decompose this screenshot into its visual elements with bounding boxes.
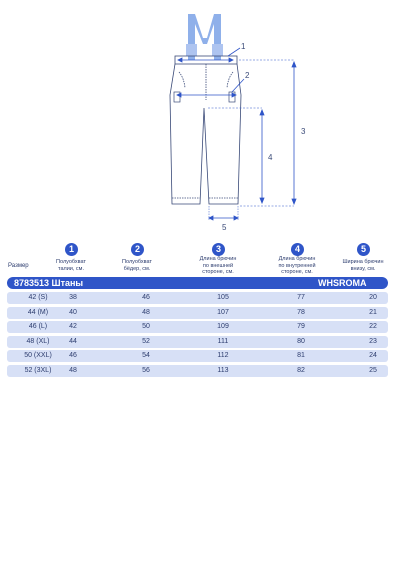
- size-cell: 52 (3XL): [24, 366, 52, 374]
- hips-cell: 46: [142, 294, 150, 301]
- knee-patches: [174, 92, 235, 102]
- col-header-5: Ширина брючин внизу, см.: [342, 259, 384, 272]
- size-cell: 46 (L): [28, 323, 48, 330]
- bottom-width-cell: 25: [369, 366, 377, 374]
- col-badge-3: 3: [212, 243, 225, 256]
- table-row: [0, 335, 400, 350]
- size-table-rows: [0, 291, 400, 378]
- table-row: [0, 364, 400, 379]
- inner-length-cell: 82: [297, 366, 305, 374]
- size-cell: 48 (XL): [26, 337, 50, 345]
- waist-cell: 40: [69, 308, 77, 316]
- measure-2-hips: [177, 79, 244, 97]
- suspenders: [186, 14, 223, 60]
- bottom-width-cell: 22: [369, 323, 377, 330]
- table-row: [0, 291, 400, 306]
- pants-technical-drawing: [0, 0, 400, 240]
- waist-cell: 38: [69, 294, 77, 301]
- product-title: 8783513 Штаны: [14, 278, 84, 288]
- waist-cell: 42: [69, 323, 77, 330]
- col-badge-5: 5: [357, 243, 370, 256]
- outer-length-cell: 105: [217, 294, 229, 301]
- outer-length-cell: 109: [217, 323, 229, 330]
- bottom-width-cell: 23: [369, 337, 377, 345]
- col-header-1: Полуобхват талии, см.: [56, 259, 86, 272]
- label-2: 2: [245, 71, 250, 80]
- size-column-header: Размер: [8, 263, 29, 269]
- label-4: 4: [268, 153, 273, 162]
- outer-length-cell: 111: [217, 337, 229, 345]
- inner-length-cell: 79: [297, 323, 305, 330]
- pants-outline: [170, 56, 241, 204]
- label-1: 1: [241, 42, 246, 51]
- inner-length-cell: 78: [297, 308, 305, 316]
- table-row: [0, 320, 400, 335]
- col-badge-4: 4: [291, 243, 304, 256]
- label-3: 3: [301, 127, 306, 136]
- hips-cell: 52: [142, 337, 150, 345]
- measure-5-bottom-width: [209, 206, 238, 221]
- measure-3-outer-length: [239, 60, 296, 206]
- label-5: 5: [222, 223, 227, 232]
- col-header-2: Полуобхват бёдер, см.: [122, 259, 152, 272]
- inner-length-cell: 80: [297, 337, 305, 345]
- measure-4-inner-length: [208, 108, 264, 203]
- waist-cell: 46: [69, 352, 77, 359]
- col-header-3: Длина брючин по внешней стороне, см.: [199, 256, 237, 275]
- waist-cell: 48: [69, 366, 77, 374]
- size-cell: 42 (S): [28, 294, 48, 301]
- inner-length-cell: 81: [297, 352, 305, 359]
- col-badge-2: 2: [131, 243, 144, 256]
- bottom-width-cell: 20: [369, 294, 377, 301]
- hips-cell: 54: [142, 352, 150, 359]
- outer-length-cell: 107: [217, 308, 229, 316]
- hips-cell: 48: [142, 308, 150, 316]
- inner-length-cell: 77: [297, 294, 305, 301]
- table-row: [0, 306, 400, 321]
- brand-name: WHSROMA: [318, 278, 367, 288]
- hips-cell: 50: [142, 323, 150, 330]
- table-row: [0, 349, 400, 364]
- outer-length-cell: 112: [217, 352, 229, 359]
- bottom-width-cell: 21: [369, 308, 377, 316]
- size-cell: 50 (XXL): [24, 352, 52, 359]
- waist-cell: 44: [69, 337, 77, 345]
- outer-length-cell: 113: [217, 366, 229, 374]
- size-cell: 44 (M): [27, 308, 49, 316]
- bottom-width-cell: 24: [369, 352, 377, 359]
- col-header-4: Длина брючин по внутренней стороне, см.: [278, 256, 316, 275]
- col-badge-1: 1: [65, 243, 78, 256]
- hips-cell: 56: [142, 366, 150, 374]
